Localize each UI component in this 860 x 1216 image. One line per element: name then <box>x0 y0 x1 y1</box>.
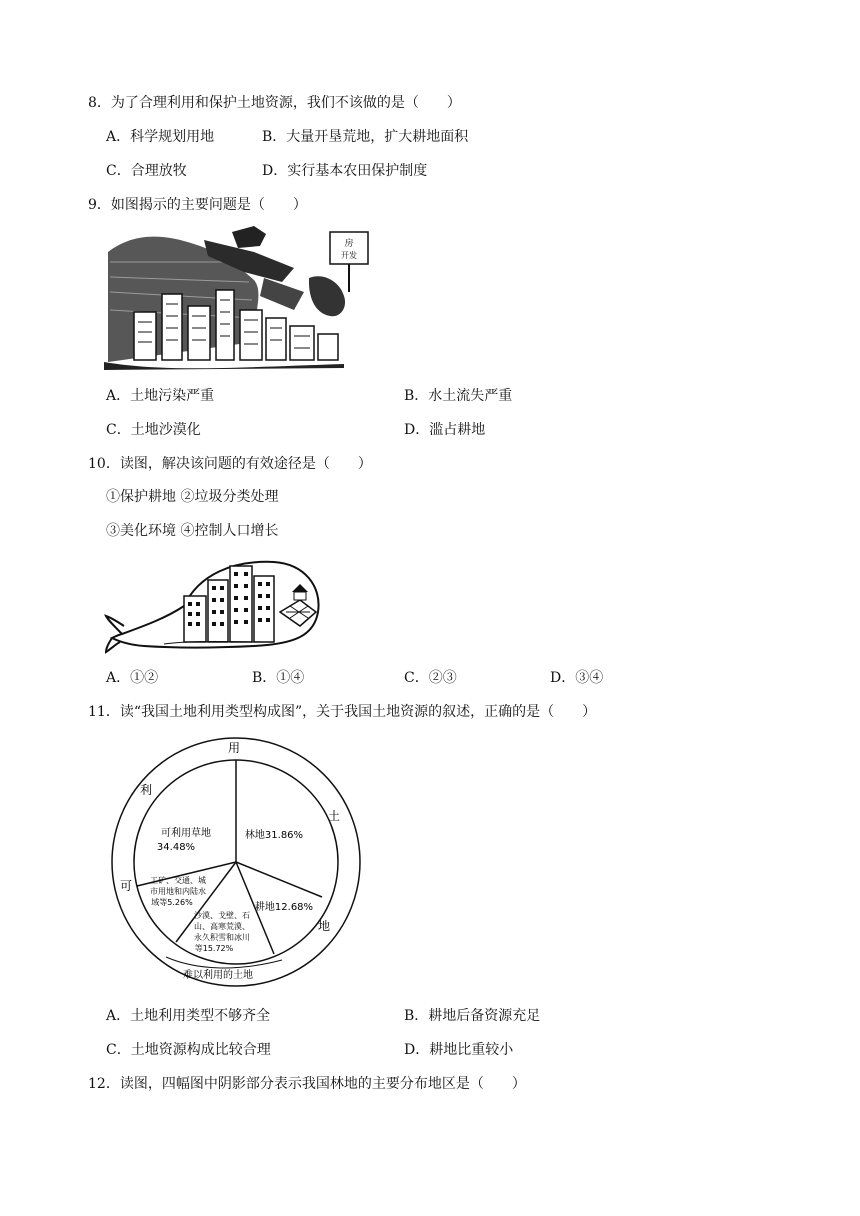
land-use-pie-chart <box>106 734 366 990</box>
ring-char-li: 利 <box>139 783 153 797</box>
question-8-stem: 8．为了合理利用和保护土地资源，我们不该做的是（ ） <box>88 95 461 111</box>
question-8-option-b[interactable]: B．大量开垦荒地，扩大耕地面积 <box>262 129 469 145</box>
question-11-option-d[interactable]: D．耕地比重较小 <box>404 1042 514 1058</box>
question-11-option-b[interactable]: B．耕地后备资源充足 <box>404 1008 541 1024</box>
question-9-option-b[interactable]: B．水土流失严重 <box>404 388 513 404</box>
question-10-option-d[interactable]: D．③④ <box>550 670 604 686</box>
slice-label-forest: 林地31.86% <box>244 830 304 841</box>
whale-city-cartoon <box>104 556 324 656</box>
slice-label-build-1: 工矿、交通、城 <box>150 876 206 885</box>
ring-char-tu: 土 <box>327 809 341 823</box>
question-10-option-b[interactable]: B．①④ <box>252 670 305 686</box>
sign-text-1: 房 <box>344 239 354 249</box>
urban-encroachment-cartoon <box>104 222 380 372</box>
question-8-option-a[interactable]: A．科学规划用地 <box>106 129 215 145</box>
question-12-stem: 12．读图，四幅图中阴影部分表示我国林地的主要分布地区是（ ） <box>88 1076 526 1092</box>
question-10-choices-1: ①保护耕地 ②垃圾分类处理 <box>106 489 279 505</box>
slice-label-build-3: 域等5.26% <box>151 898 193 907</box>
sign-text-2: 开发 <box>341 251 357 260</box>
question-11-option-c[interactable]: C．土地资源构成比较合理 <box>106 1042 271 1058</box>
slice-label-farm: 耕地12.68% <box>254 902 314 913</box>
question-9-stem: 9．如图揭示的主要问题是（ ） <box>88 197 307 213</box>
ring-bottom-label: 难以利用的土地 <box>183 970 253 981</box>
slice-label-hard-4: 等15.72% <box>194 944 234 953</box>
slice-label-grass-2: 34.48% <box>156 842 196 853</box>
ring-char-di: 地 <box>317 919 331 933</box>
question-10-choices-2: ③美化环境 ④控制人口增长 <box>106 523 279 539</box>
slice-label-hard-2: 山、高寒荒漠、 <box>194 922 250 931</box>
question-10-option-c[interactable]: C．②③ <box>404 670 457 686</box>
ring-char-yong: 用 <box>227 741 241 755</box>
slice-label-build-2: 市用地和内陆水 <box>150 887 206 896</box>
slice-label-grass-1: 可利用草地 <box>161 828 211 839</box>
question-10-stem: 10．读图，解决该问题的有效途径是（ ） <box>88 456 372 472</box>
question-9-option-d[interactable]: D．滥占耕地 <box>404 422 486 438</box>
ring-char-ke: 可 <box>119 879 133 893</box>
question-9-option-c[interactable]: C．土地沙漠化 <box>106 422 201 438</box>
question-11-stem: 11．读“我国土地利用类型构成图”，关于我国土地资源的叙述，正确的是（ ） <box>88 704 597 720</box>
question-8-option-d[interactable]: D．实行基本农田保护制度 <box>262 163 428 179</box>
question-9-option-a[interactable]: A．土地污染严重 <box>106 388 215 404</box>
question-8-option-c[interactable]: C．合理放牧 <box>106 163 187 179</box>
question-10-option-a[interactable]: A．①② <box>106 670 159 686</box>
slice-label-hard-3: 永久积雪和冰川 <box>194 933 250 942</box>
slice-label-hard-1: 沙漠、戈壁、石 <box>194 911 250 920</box>
question-11-option-a[interactable]: A．土地利用类型不够齐全 <box>106 1008 271 1024</box>
